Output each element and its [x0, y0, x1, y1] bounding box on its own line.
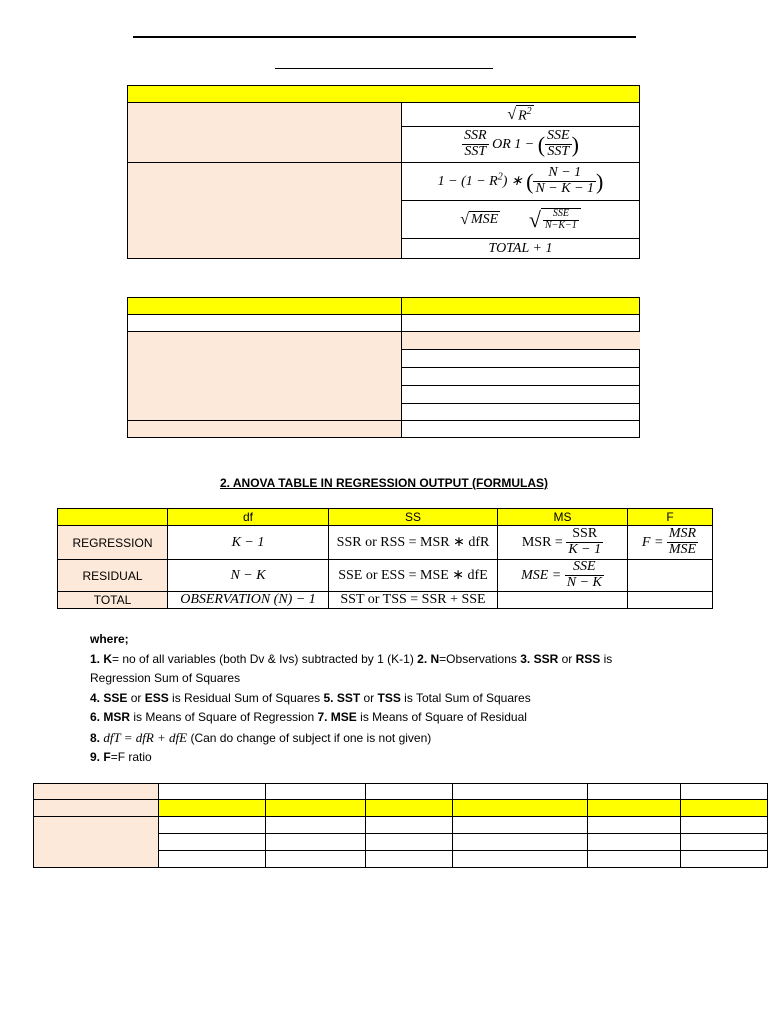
- error-statistics-label-cell: [128, 163, 402, 259]
- regression-statistics-header: [128, 86, 640, 103]
- blank-cell: [366, 851, 453, 868]
- blank-cell: [402, 350, 640, 368]
- blank-header-cell-1: [128, 298, 402, 315]
- notes-where: where;: [90, 632, 129, 646]
- anova-total-ss: SST or TSS = SSR + SSE: [329, 592, 498, 609]
- blank-cell: [588, 851, 681, 868]
- blank-header-cell-2: [402, 298, 640, 315]
- blank-yellow-cell: [159, 800, 266, 817]
- anova-residual-f: [628, 560, 713, 592]
- blank-cell: [366, 784, 453, 800]
- blank-cell: [453, 834, 588, 851]
- anova-total-f: [628, 592, 713, 609]
- adjusted-r-square-formula: $1 - (1 - R^2)$ ∗ ( $\frac{N - 1}{N - K - 1}$ ): [402, 163, 640, 201]
- notes-line-5: 8. dfT = dfR + dfE (Can do change of subject if one is not given): [90, 729, 432, 745]
- anova-residual-df: N − K: [168, 560, 329, 592]
- anova-regression-df: K − 1: [168, 526, 329, 560]
- blank-cell: [159, 784, 266, 800]
- multiple-r-formula: √ $R^2$: [402, 103, 640, 127]
- blank-cell: [453, 817, 588, 834]
- blank-yellow-cell: [453, 800, 588, 817]
- blank-cell: [402, 404, 640, 421]
- blank-cell: [402, 386, 640, 404]
- blank-peach-cell-right: [402, 332, 640, 350]
- anova-table-title: 2. ANOVA TABLE IN REGRESSION OUTPUT (FORMULAS): [219, 476, 548, 490]
- blank-peach-cell: [34, 817, 159, 868]
- blank-cell: [266, 851, 366, 868]
- blank-cell: [366, 817, 453, 834]
- blank-cell: [266, 784, 366, 800]
- anova-residual-ms: MSE = $\frac{\text{SSE}}{N - K}$: [498, 560, 628, 592]
- blank-yellow-cell: [588, 800, 681, 817]
- notes-line-1: 1. K= no of all variables (both Dv & Ivs) subtracted by 1 (K-1) 2. N=Observations 3. SSR or RSS is: [90, 651, 613, 666]
- blank-cell: [588, 817, 681, 834]
- blank-peach-cell: [128, 421, 402, 438]
- subtitle-rule: [275, 68, 493, 69]
- anova-row-residual-label: RESIDUAL: [58, 560, 168, 592]
- anova-regression-ss: SSR or RSS = MSR ∗ dfR: [329, 526, 498, 560]
- blank-cell: [453, 784, 588, 800]
- blank-cell: [402, 421, 640, 438]
- blank-table-3: [33, 783, 768, 868]
- blank-yellow-cell: [366, 800, 453, 817]
- r-square-formula: $\frac{\text{SSR}}{\text{SST}}$ OR 1 − ( $\frac{\text{SSE}}{\text{SST}}$ ): [402, 127, 640, 163]
- blank-cell: [159, 817, 266, 834]
- anova-header-f: F: [628, 509, 713, 526]
- blank-yellow-cell: [681, 800, 768, 817]
- blank-cell: [453, 851, 588, 868]
- blank-cell: [159, 851, 266, 868]
- notes-line-2: Regression Sum of Squares: [90, 671, 241, 685]
- r-statistics-label-cell: [128, 103, 402, 163]
- blank-cell: [366, 834, 453, 851]
- anova-regression-ms: MSR = $\frac{\text{SSR}}{K - 1}$: [498, 526, 628, 560]
- notes-line-4: 6. MSR is Means of Square of Regression 7. MSE is Means of Square of Residual: [90, 710, 527, 724]
- observations-formula: TOTAL + 1: [402, 239, 640, 259]
- anova-header-df: df: [168, 509, 329, 526]
- blank-peach-cell: [34, 800, 159, 817]
- blank-cell: [402, 368, 640, 386]
- regression-statistics-table: [127, 85, 640, 259]
- blank-table-2: [127, 297, 640, 438]
- anova-row-regression-label: REGRESSION: [58, 526, 168, 560]
- blank-cell: [266, 834, 366, 851]
- top-rule: [133, 36, 636, 38]
- blank-cell: [588, 834, 681, 851]
- anova-residual-ss: SSE or ESS = MSE ∗ dfE: [329, 560, 498, 592]
- blank-peach-cell: [128, 332, 402, 421]
- blank-peach-cell: [34, 784, 159, 800]
- blank-cell: [681, 834, 768, 851]
- anova-regression-f: F = $\frac{\text{MSR}}{\text{MSE}}$: [628, 526, 713, 560]
- blank-cell: [588, 784, 681, 800]
- standard-error-formula: √ MSE √ $\frac{\text{SSE}}{N-K-1}$: [402, 201, 640, 239]
- blank-cell: [681, 817, 768, 834]
- anova-total-ms: [498, 592, 628, 609]
- anova-header-blank: [58, 509, 168, 526]
- anova-table: [57, 508, 713, 609]
- blank-cell: [128, 315, 402, 332]
- notes-line-6: 9. F=F ratio: [90, 750, 152, 764]
- blank-cell: [402, 315, 640, 332]
- anova-header-ss: SS: [329, 509, 498, 526]
- blank-cell: [159, 834, 266, 851]
- anova-row-total-label: TOTAL: [58, 592, 168, 609]
- blank-cell: [681, 851, 768, 868]
- anova-header-ms: MS: [498, 509, 628, 526]
- blank-yellow-cell: [266, 800, 366, 817]
- blank-cell: [266, 817, 366, 834]
- blank-cell: [681, 784, 768, 800]
- notes-line-3: 4. SSE or ESS is Residual Sum of Squares 5. SST or TSS is Total Sum of Squares: [90, 690, 531, 705]
- where-notes: [90, 630, 650, 768]
- anova-total-df: OBSERVATION (N) − 1: [168, 592, 329, 609]
